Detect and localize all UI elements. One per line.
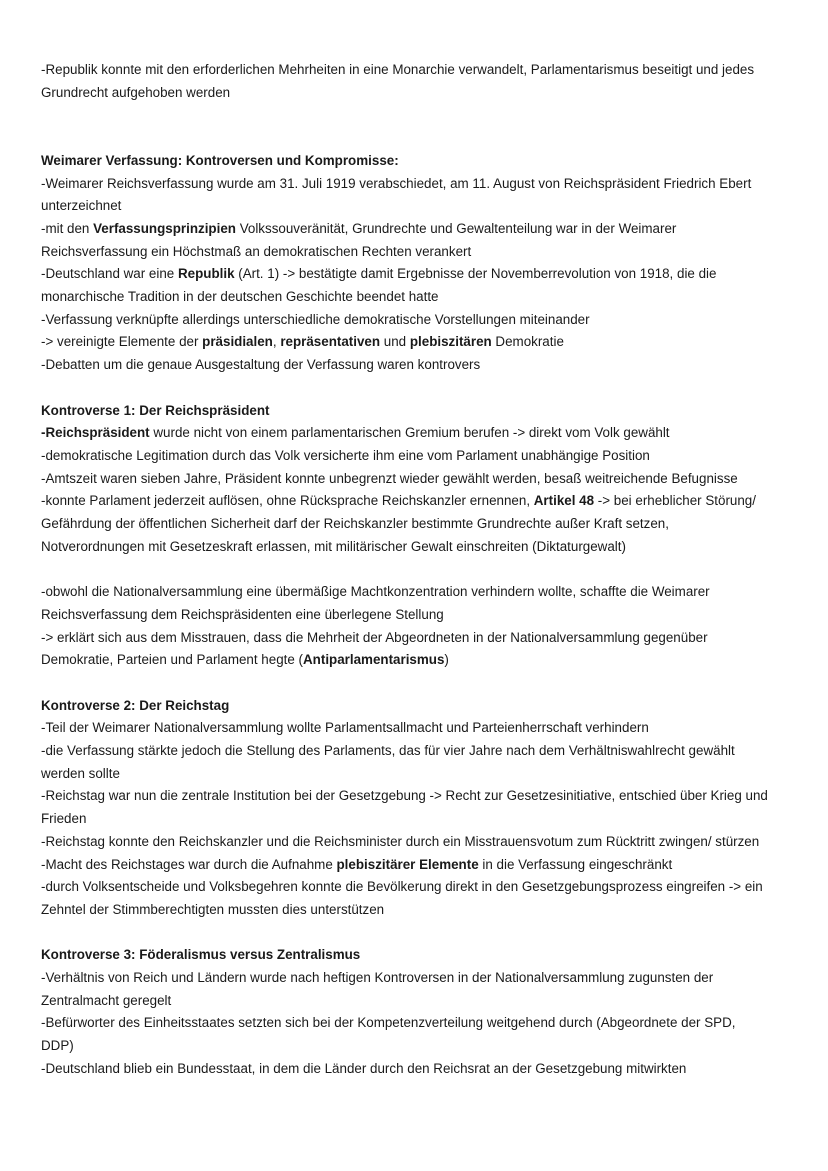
text-line: -Deutschland war eine Republik (Art. 1) -> bestätigte damit Ergebnisse der Novemberrevolution von 1918, die die — [41, 266, 717, 282]
text-line: -Reichspräsident wurde nicht von einem parlamentarischen Gremium berufen -> direkt vom Volk gewählt — [41, 425, 670, 441]
text-line: Notverordnungen mit Gesetzeskraft erlassen, mit militärischer Gewalt einschreiten (Diktaturgewalt) — [41, 538, 626, 554]
bold-term: plebiszitären — [409, 334, 492, 350]
text-line: Demokratie, Parteien und Parlament hegte (Antiparlamentarismus) — [41, 652, 449, 668]
text-line: -demokratische Legitimation durch das Volk versicherte ihm eine vom Parlament unabhängige Position — [41, 447, 650, 463]
text-line: -Debatten um die genaue Ausgestaltung der Verfassung waren kontrovers — [41, 357, 481, 373]
text-line: -durch Volksentscheide und Volksbegehren konnte die Bevölkerung direkt in den Gesetzgebungsprozess eingreifen -> ein — [41, 879, 763, 895]
section-weimarer-verfassung — [41, 150, 791, 377]
text-line: Zentralmacht geregelt — [41, 992, 172, 1008]
bold-term: -Reichspräsident — [41, 425, 150, 441]
section-heading: Weimarer Verfassung: Kontroversen und Kompromisse: — [41, 152, 399, 168]
text-line: -Reichstag konnte den Reichskanzler und die Reichsminister durch ein Misstrauensvotum zum Rücktritt zwingen/ stürzen — [41, 833, 760, 849]
bold-term: repräsentativen — [280, 334, 381, 350]
text-line: -Deutschland blieb ein Bundesstaat, in dem die Länder durch den Reichsrat an der Gesetzgebung mitwirkten — [41, 1060, 687, 1076]
text-line: DDP) — [41, 1038, 74, 1054]
text-line: unterzeichnet — [41, 198, 122, 214]
text-line: -Teil der Weimarer Nationalversammlung wollte Parlamentsallmacht und Parteienherrschaft verhindern — [41, 720, 649, 736]
bold-term: Republik — [177, 266, 235, 282]
text-line: -die Verfassung stärkte jedoch die Stellung des Parlaments, das für vier Jahre nach dem Verhältniswahlrecht gewählt — [41, 743, 735, 759]
section-reichstag — [41, 695, 791, 922]
bold-term: Verfassungsprinzipien — [93, 220, 236, 236]
section-foederalismus — [41, 944, 791, 1080]
text-line: -Reichstag war nun die zentrale Institution bei der Gesetzgebung -> Recht zur Gesetzesinitiative, entschied über Krieg und — [41, 788, 768, 804]
text-line: -Macht des Reichstages war durch die Aufnahme plebiszitärer Elemente in die Verfassung eingeschränkt — [41, 856, 673, 872]
text-line: -> erklärt sich aus dem Misstrauen, dass die Mehrheit der Abgeordneten in der Nationalversammlung gegenüber — [41, 629, 708, 645]
bold-term: Artikel 48 — [533, 493, 595, 509]
text-line: -Verfassung verknüpfte allerdings unterschiedliche demokratische Vorstellungen miteinander — [41, 311, 590, 327]
text-line: Frieden — [41, 811, 87, 827]
text-line: -obwohl die Nationalversammlung eine übermäßige Machtkonzentration verhindern wollte, schaffte die Weimarer — [41, 584, 710, 600]
text-line: -konnte Parlament jederzeit auflösen, ohne Rücksprache Reichskanzler ernennen, Artikel 48 -> bei erheblicher Störung/ — [41, 493, 756, 509]
bold-term: Antiparlamentarismus — [303, 652, 445, 668]
section-heading: Kontroverse 2: Der Reichstag — [41, 697, 230, 713]
section-heading: Kontroverse 1: Der Reichspräsident — [41, 402, 270, 418]
text-line: Gefährdung der öffentlichen Sicherheit darf der Reichskanzler bestimmte Grundrechte außer Kraft setzen, — [41, 516, 669, 532]
text-line: Zehntel der Stimmberechtigten mussten dies unterstützen — [41, 901, 385, 917]
text-line: -Weimarer Reichsverfassung wurde am 31. Juli 1919 verabschiedet, am 11. August von Reichspräsident Friedrich Ebert — [41, 175, 752, 191]
bold-term: plebiszitärer Elemente — [336, 856, 479, 872]
intro-paragraph — [41, 59, 791, 104]
text-line: -mit den Verfassungsprinzipien Volkssouveränität, Grundrechte und Gewaltenteilung war in der Weimarer — [41, 220, 677, 236]
text-line: -Republik konnte mit den erforderlichen Mehrheiten in eine Monarchie verwandelt, Parlamentarismus beseitigt und jedes — [41, 62, 755, 77]
document-page — [41, 59, 791, 1081]
bold-term: präsidialen — [202, 334, 273, 350]
section-heading: Kontroverse 3: Föderalismus versus Zentralismus — [41, 947, 361, 963]
text-line: werden sollte — [41, 765, 120, 781]
text-line: -Amtszeit waren sieben Jahre, Präsident konnte unbegrenzt wieder gewählt werden, besaß weitreichende Befugnisse — [41, 470, 738, 486]
text-line: -Befürworter des Einheitsstaates setzten sich bei der Kompetenzverteilung weitgehend durch (Abgeordnete der SPD, — [41, 1015, 736, 1031]
text-line: -Verhältnis von Reich und Ländern wurde nach heftigen Kontroversen in der Nationalversammlung zugunsten der — [41, 970, 714, 986]
text-line: Reichsverfassung ein Höchstmaß an demokratischen Rechten verankert — [41, 243, 472, 259]
text-line: Reichsverfassung dem Reichspräsidenten eine überlegene Stellung — [41, 606, 444, 622]
text-line: Grundrecht aufgehoben werden — [41, 84, 231, 100]
text-line: -> vereinigte Elemente der präsidialen, repräsentativen und plebiszitären Demokratie — [41, 334, 564, 350]
text-line: monarchische Tradition in der deutschen Geschichte beendet hatte — [41, 289, 439, 305]
section-reichspraesident — [41, 400, 791, 672]
